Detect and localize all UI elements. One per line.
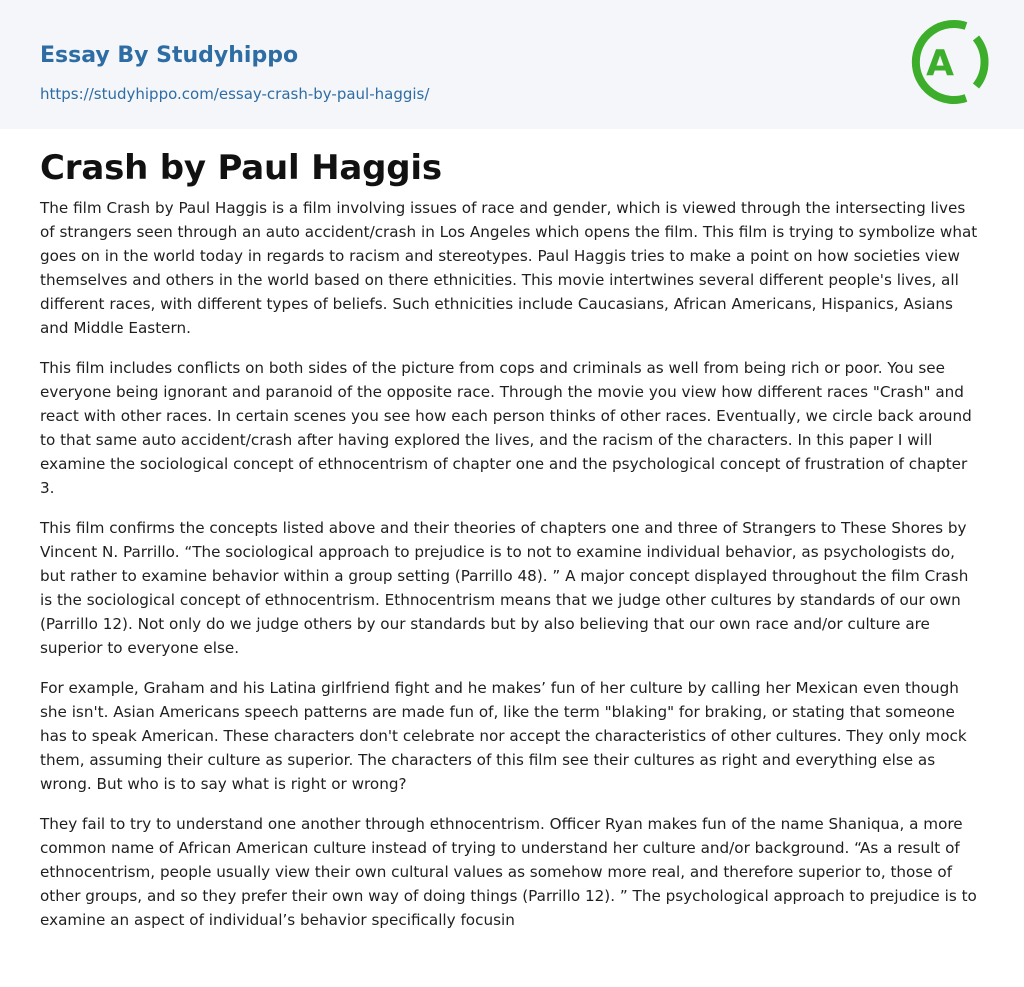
article-paragraph: This film includes conflicts on both sides of the picture from cops and criminals as well from being rich or poor. You see everyone being ignorant and paranoid of the opposite race. Through the movie you view how different races "Crash" and react with other races. In certain scenes you see how each person thinks of other races. Eventually, we circle back around to that same auto accident/crash after having explored the lives, and the racism of the characters. In this paper I will examine the sociological concept of ethnocentrism of chapter one and the psychological concept of frustration of chapter 3. [40,359,972,497]
essay-url-link[interactable]: https://studyhippo.com/essay-crash-by-paul-haggis/ [40,85,430,103]
article-title: Crash by Paul Haggis [40,148,442,188]
site-brand[interactable]: Essay By Studyhippo [40,43,299,68]
site-header [0,0,1024,129]
logo-ring-right [976,38,985,86]
article-paragraph: The film Crash by Paul Haggis is a film involving issues of race and gender, which is viewed through the intersecting lives of strangers seen through an auto accident/crash in Los Angeles which opens the film. This film is trying to symbolize what goes on in the world today in regards to racism and stereotypes. Paul Haggis tries to make a point on how societies view themselves and others in the world based on there ethnicities. This movie intertwines several different people's lives, all different races, with different types of beliefs. Such ethnicities include Caucasians, African Americans, Hispanics, Asians and Middle Eastern. [40,199,978,337]
logo-letter: A [926,43,954,84]
article-paragraph: For example, Graham and his Latina girlfriend fight and he makes’ fun of her culture by calling her Mexican even though she isn't. Asian Americans speech patterns are made fun of, like the term "blaking" for braking, or stating that someone has to speak American. These characters don't celebrate nor accept the characteristics of other cultures. They only mock them, assuming their culture as superior. The characters of this film see their cultures as right and everything else as wrong. But who is to say what is right or wrong? [40,679,967,793]
studyhippo-logo-icon[interactable] [906,16,990,108]
article [40,146,984,948]
article-paragraph: This film confirms the concepts listed above and their theories of chapters one and three of Strangers to These Shores by Vincent N. Parrillo. “The sociological approach to prejudice is to not to examine individual behavior, as psychologists do, but rather to examine behavior within a group setting (Parrillo 48). ” A major concept displayed throughout the film Crash is the sociological concept of ethnocentrism. Ethnocentrism means that we judge other cultures by standards of our own (Parrillo 12). Not only do we judge others by our standards but by also believing that our own race and/or culture are superior to everyone else. [40,519,969,657]
article-paragraph: They fail to try to understand one another through ethnocentrism. Officer Ryan makes fun of the name Shaniqua, a more common name of African American culture instead of trying to understand her culture and/or background. “As a result of ethnocentrism, people usually view their own cultural values as somehow more real, and therefore superior to, those of other groups, and so they prefer their own way of doing things (Parrillo 12). ” The psychological approach to prejudice is to examine an aspect of individual’s behavior specifically focusin [40,815,977,929]
